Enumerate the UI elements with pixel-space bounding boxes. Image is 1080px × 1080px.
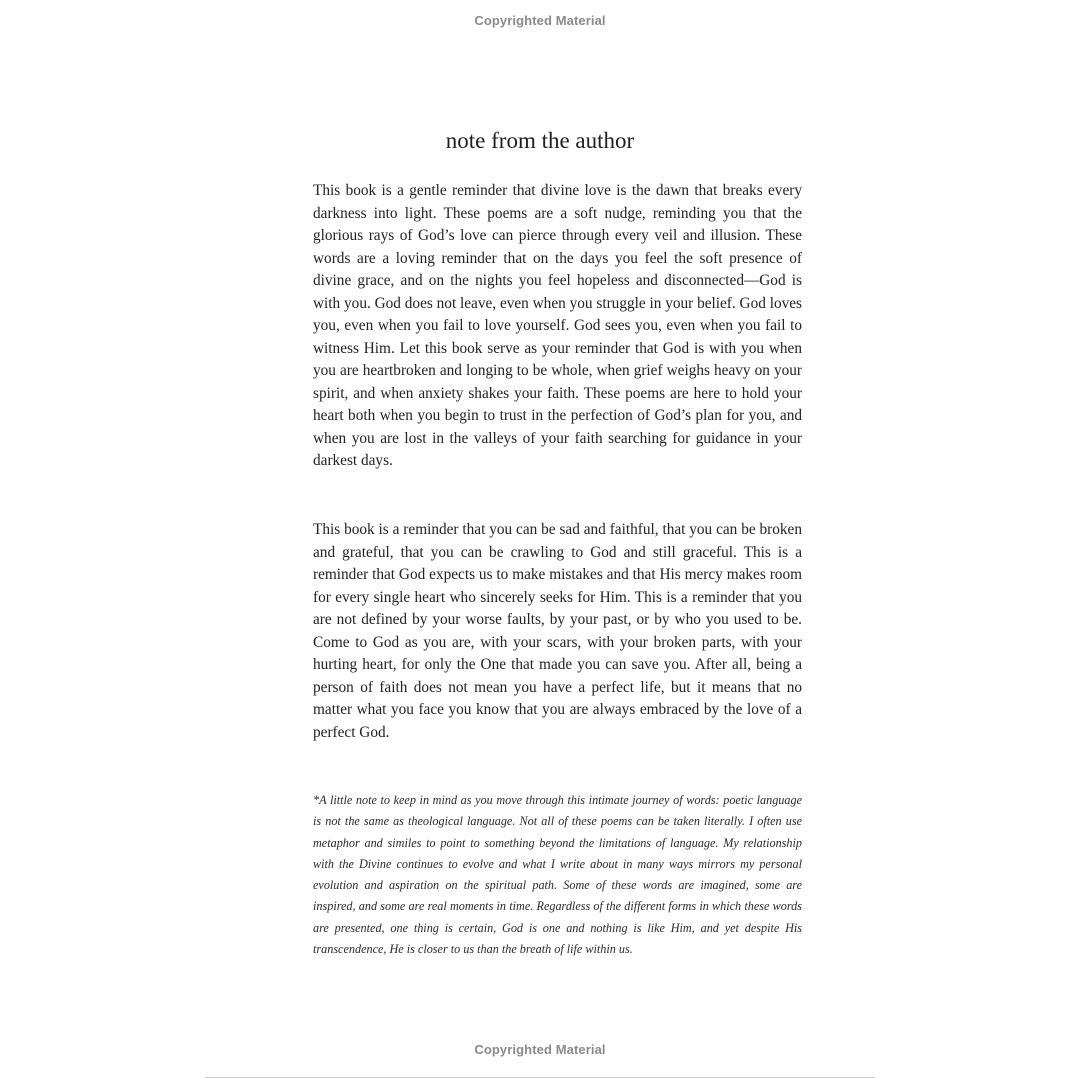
bottom-divider xyxy=(205,1077,875,1078)
author-footnote: *A little note to keep in mind as you move through this intimate journey of words: poetic language is not the same as theological language. Not all of these poems can be taken literally. I often use metaphor and similes to point to something beyond the limitations of language. My relationship with the Divine continues to evolve and what I write about in many ways mirrors my personal evolution and aspiration on the spiritual path. Some of these words are imagined, some are inspired, and some are real moments in time. Regardless of the different forms in which these words are presented, one thing is certain, God is one and nothing is like Him, and yet despite His transcendence, He is closer to us than the breath of life within us. xyxy=(313,793,802,957)
body-paragraph-2: This book is a reminder that you can be sad and faithful, that you can be broken and grateful, that you can be crawling to God and still graceful. This is a reminder that God expects us to make mistakes and that His mercy makes room for every single heart who sincerely seeks for Him. This is a reminder that you are not defined by your worse faults, by your past, or by who you used to be. Come to God as you are, with your scars, with your broken parts, with your hurting heart, for only the One that made you can save you. After all, being a person of faith does not mean you have a perfect life, but it means that no matter what you face you know that you are always embraced by the love of a perfect God. xyxy=(313,521,802,741)
page-title: note from the author xyxy=(445,128,635,153)
copyright-watermark-top: Copyrighted Material xyxy=(474,13,606,28)
copyright-watermark-bottom: Copyrighted Material xyxy=(474,1042,606,1057)
body-paragraph-1: This book is a gentle reminder that divine love is the dawn that breaks every darkness into light. These poems are a soft nudge, reminding you that the glorious rays of God’s love can pierce through every veil and illusion. These words are a loving reminder that on the days you feel the soft presence of divine grace, and on the nights you feel hopeless and disconnected—God is with you. God does not leave, even when you struggle in your belief. God loves you, even when you fail to love yourself. God sees you, even when you fail to witness Him. Let this book serve as your reminder that God is with you when you are heartbroken and longing to be whole, when grief weighs heavy on your spirit, and when anxiety shakes your faith. These poems are here to hold your heart both when you begin to trust in the perfection of God’s plan for you, and when you are lost in the valleys of your faith searching for guidance in your darkest days. xyxy=(313,182,802,469)
